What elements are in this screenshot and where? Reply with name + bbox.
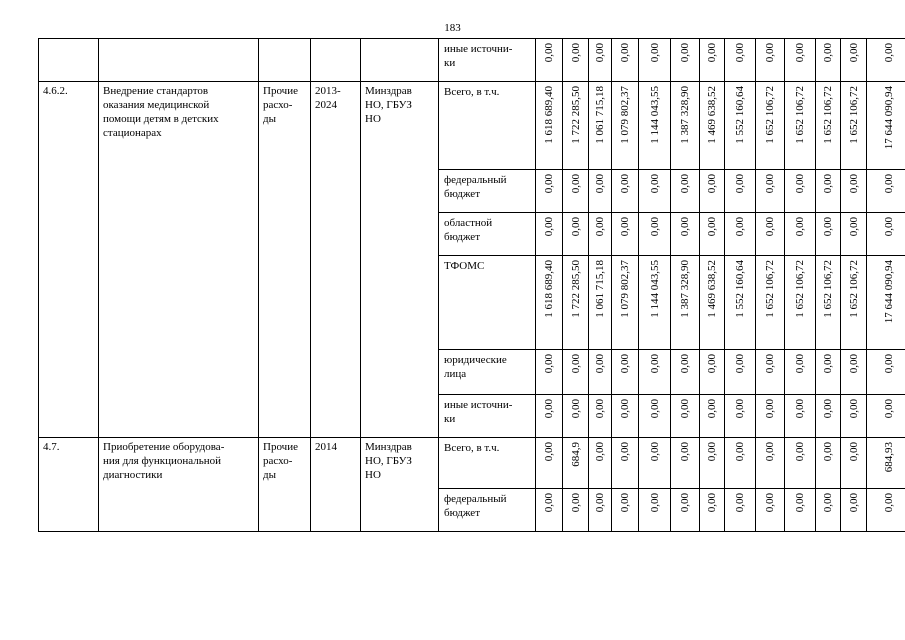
value-cell — [536, 82, 563, 170]
funding-source: юридические лица — [444, 354, 507, 380]
value-text: 0,00 — [847, 399, 860, 419]
value-cell — [700, 82, 725, 170]
value-text: 0,00 — [679, 174, 691, 194]
value-text: 0,00 — [594, 442, 606, 462]
value-text: 0,00 — [619, 442, 631, 462]
value-cell — [785, 395, 816, 438]
funding-source: ТФОМС — [444, 260, 485, 272]
value-text: 0,00 — [764, 442, 776, 462]
value-text: 0,00 — [794, 442, 806, 462]
value-cell — [725, 213, 756, 256]
value-cell — [671, 350, 700, 395]
value-text: 1 652 106,72 — [847, 86, 860, 144]
value-cell — [536, 489, 563, 532]
value-cell — [612, 395, 639, 438]
value-cell — [671, 256, 700, 350]
value-text: 0,00 — [734, 43, 746, 63]
value-text: 0,00 — [569, 43, 582, 63]
value-cell — [816, 82, 841, 170]
value-text: 0,00 — [569, 354, 582, 374]
value-cell — [639, 395, 671, 438]
value-text: 0,00 — [594, 354, 606, 374]
value-text: 0,00 — [619, 43, 631, 63]
value-text: 0,00 — [706, 174, 718, 194]
value-text: 0,00 — [706, 493, 718, 513]
value-text: 0,00 — [794, 43, 806, 63]
value-cell — [639, 170, 671, 213]
value-cell — [612, 350, 639, 395]
value-text: 1 469 638,52 — [706, 260, 718, 318]
value-text: 0,00 — [764, 43, 776, 63]
value-text: 1 552 160,64 — [734, 86, 746, 144]
value-cell — [612, 213, 639, 256]
value-text: 1 652 106,72 — [764, 260, 776, 318]
measure-name: Внедрение стандартов оказания медицинской помощи детям в детских стационарах — [103, 85, 219, 139]
period: 2013- 2024 — [315, 85, 341, 111]
value-text: 0,00 — [619, 399, 631, 419]
value-cell — [612, 82, 639, 170]
value-text: 0,00 — [794, 354, 806, 374]
value-text: 0,00 — [882, 354, 895, 374]
value-cell — [563, 39, 589, 82]
value-text: 0,00 — [706, 354, 718, 374]
value-cell — [785, 213, 816, 256]
period: 2014 — [315, 441, 337, 453]
funding-source-cell — [439, 39, 536, 82]
value-text: 0,00 — [822, 442, 834, 462]
empty-cell — [99, 39, 259, 82]
value-cell — [756, 438, 785, 489]
value-cell — [639, 489, 671, 532]
value-cell — [867, 438, 905, 489]
value-cell — [536, 170, 563, 213]
funding-source-cell — [439, 350, 536, 395]
value-cell — [671, 489, 700, 532]
value-text: 0,00 — [594, 399, 606, 419]
value-cell — [756, 213, 785, 256]
value-text: 1 652 106,72 — [822, 86, 834, 144]
funding-source: федеральный бюджет — [444, 174, 507, 200]
value-cell — [536, 39, 563, 82]
funding-source-cell — [439, 82, 536, 170]
value-text: 0,00 — [648, 43, 661, 63]
value-cell — [589, 82, 612, 170]
empty-cell — [259, 39, 311, 82]
value-text: 0,00 — [594, 493, 606, 513]
value-cell — [700, 213, 725, 256]
value-cell — [725, 438, 756, 489]
value-cell — [700, 39, 725, 82]
value-cell — [639, 213, 671, 256]
value-cell — [785, 256, 816, 350]
measure-name: Приобретение оборудова- ния для функциональной диагностики — [103, 441, 225, 481]
value-text: 1 144 043,55 — [648, 86, 661, 144]
value-text: 0,00 — [594, 174, 606, 194]
measure-code-cell — [39, 82, 99, 438]
value-cell — [867, 350, 905, 395]
value-text: 0,00 — [543, 442, 555, 462]
value-cell — [589, 39, 612, 82]
value-text: 1 061 715,18 — [594, 86, 606, 144]
funding-source-cell — [439, 489, 536, 532]
value-text: 0,00 — [679, 493, 691, 513]
value-text: 0,00 — [847, 174, 860, 194]
value-text: 0,00 — [619, 174, 631, 194]
measure-code: 4.7. — [43, 441, 60, 453]
value-cell — [671, 170, 700, 213]
value-cell — [589, 256, 612, 350]
measure-code-cell — [39, 438, 99, 532]
value-cell — [612, 256, 639, 350]
value-cell — [563, 489, 589, 532]
value-cell — [589, 438, 612, 489]
value-cell — [841, 350, 867, 395]
value-cell — [785, 489, 816, 532]
period-cell — [311, 82, 361, 438]
value-cell — [725, 82, 756, 170]
value-cell — [589, 213, 612, 256]
value-text: 1 469 638,52 — [706, 86, 718, 144]
value-text: 1 079 802,37 — [619, 260, 631, 318]
value-text: 0,00 — [543, 217, 555, 237]
funding-source: иные источни- ки — [444, 43, 513, 69]
value-cell — [700, 350, 725, 395]
value-text: 0,00 — [734, 442, 746, 462]
value-cell — [589, 350, 612, 395]
value-cell — [725, 39, 756, 82]
measure-name-cell — [99, 438, 259, 532]
value-text: 0,00 — [619, 354, 631, 374]
value-cell — [867, 170, 905, 213]
value-text: 0,00 — [543, 174, 555, 194]
value-cell — [563, 213, 589, 256]
executor: Минздрав НО, ГБУЗ НО — [365, 441, 412, 481]
value-text: 0,00 — [706, 399, 718, 419]
value-text: 0,00 — [679, 217, 691, 237]
value-text: 0,00 — [648, 174, 661, 194]
value-cell — [867, 39, 905, 82]
budget-table — [38, 38, 905, 532]
value-cell — [816, 213, 841, 256]
funding-source: федеральный бюджет — [444, 493, 507, 519]
value-text: 0,00 — [619, 217, 631, 237]
value-cell — [612, 39, 639, 82]
empty-cell — [361, 39, 439, 82]
value-cell — [816, 39, 841, 82]
value-cell — [639, 39, 671, 82]
value-text: 684,93 — [882, 442, 895, 473]
value-text: 0,00 — [648, 354, 661, 374]
value-text: 0,00 — [764, 217, 776, 237]
value-text: 0,00 — [734, 399, 746, 419]
value-text: 0,00 — [764, 354, 776, 374]
value-cell — [639, 82, 671, 170]
value-cell — [700, 489, 725, 532]
value-cell — [536, 350, 563, 395]
measure-code: 4.6.2. — [43, 85, 68, 97]
value-cell — [563, 438, 589, 489]
value-cell — [612, 489, 639, 532]
value-cell — [816, 395, 841, 438]
value-text: 0,00 — [764, 174, 776, 194]
value-cell — [639, 438, 671, 489]
value-cell — [785, 39, 816, 82]
value-cell — [536, 256, 563, 350]
value-cell — [589, 395, 612, 438]
value-text: 1 652 106,72 — [794, 260, 806, 318]
value-cell — [756, 489, 785, 532]
value-text: 0,00 — [543, 354, 555, 374]
value-cell — [700, 438, 725, 489]
value-cell — [841, 213, 867, 256]
value-text: 0,00 — [706, 442, 718, 462]
value-text: 0,00 — [882, 399, 895, 419]
expense-type-cell — [259, 82, 311, 438]
value-text: 0,00 — [734, 174, 746, 194]
value-cell — [867, 489, 905, 532]
value-text: 0,00 — [569, 174, 582, 194]
value-cell — [536, 438, 563, 489]
value-cell — [756, 256, 785, 350]
value-text: 1 652 106,72 — [822, 260, 834, 318]
value-cell — [700, 170, 725, 213]
value-text: 17 644 090,94 — [882, 86, 895, 150]
value-cell — [816, 438, 841, 489]
executor: Минздрав НО, ГБУЗ НО — [365, 85, 412, 125]
value-text: 1 387 328,90 — [679, 260, 691, 318]
value-cell — [841, 82, 867, 170]
value-cell — [671, 39, 700, 82]
value-cell — [639, 350, 671, 395]
value-cell — [756, 170, 785, 213]
empty-cell — [39, 39, 99, 82]
value-text: 0,00 — [764, 493, 776, 513]
value-cell — [867, 213, 905, 256]
value-cell — [841, 395, 867, 438]
value-text: 0,00 — [706, 43, 718, 63]
value-text: 0,00 — [706, 217, 718, 237]
value-text: 0,00 — [679, 354, 691, 374]
value-cell — [756, 350, 785, 395]
page-number: 183 — [444, 22, 461, 34]
value-text: 0,00 — [882, 43, 895, 63]
value-text: 1 552 160,64 — [734, 260, 746, 318]
value-text: 0,00 — [882, 217, 895, 237]
value-text: 0,00 — [648, 217, 661, 237]
value-cell — [841, 489, 867, 532]
value-text: 0,00 — [822, 354, 834, 374]
value-cell — [867, 395, 905, 438]
value-cell — [816, 350, 841, 395]
table-row — [39, 39, 905, 82]
value-cell — [563, 82, 589, 170]
value-cell — [841, 170, 867, 213]
value-cell — [785, 438, 816, 489]
value-text: 1 722 285,50 — [569, 86, 582, 144]
value-text: 0,00 — [679, 399, 691, 419]
value-cell — [725, 350, 756, 395]
value-text: 0,00 — [594, 43, 606, 63]
value-text: 1 722 285,50 — [569, 260, 582, 318]
value-cell — [785, 82, 816, 170]
value-cell — [841, 39, 867, 82]
value-text: 1 061 715,18 — [594, 260, 606, 318]
value-text: 0,00 — [648, 442, 661, 462]
value-cell — [816, 170, 841, 213]
value-text: 0,00 — [679, 43, 691, 63]
value-cell — [785, 350, 816, 395]
value-text: 0,00 — [679, 442, 691, 462]
value-text: 0,00 — [882, 493, 895, 513]
funding-source-cell — [439, 438, 536, 489]
value-cell — [671, 213, 700, 256]
value-text: 1 652 106,72 — [794, 86, 806, 144]
value-text: 0,00 — [822, 493, 834, 513]
value-cell — [563, 395, 589, 438]
executor-cell — [361, 438, 439, 532]
value-text: 0,00 — [822, 174, 834, 194]
value-text: 0,00 — [734, 493, 746, 513]
value-cell — [816, 256, 841, 350]
value-text: 0,00 — [822, 399, 834, 419]
value-text: 0,00 — [794, 399, 806, 419]
value-cell — [725, 489, 756, 532]
expense-type-cell — [259, 438, 311, 532]
value-cell — [639, 256, 671, 350]
funding-source: Всего, в т.ч. — [444, 442, 500, 454]
value-text: 1 652 106,72 — [764, 86, 776, 144]
value-text: 0,00 — [543, 43, 555, 63]
value-text: 0,00 — [794, 493, 806, 513]
measure-name-cell — [99, 82, 259, 438]
funding-source: иные источни- ки — [444, 399, 513, 425]
value-text: 0,00 — [847, 442, 860, 462]
value-cell — [867, 82, 905, 170]
value-text: 0,00 — [619, 493, 631, 513]
funding-source-cell — [439, 213, 536, 256]
value-text: 0,00 — [822, 43, 834, 63]
value-text: 1 079 802,37 — [619, 86, 631, 144]
funding-source-cell — [439, 256, 536, 350]
expense-type: Прочие расхо- ды — [263, 85, 298, 125]
value-text: 0,00 — [569, 217, 582, 237]
value-text: 0,00 — [734, 217, 746, 237]
value-cell — [756, 39, 785, 82]
value-text: 0,00 — [648, 493, 661, 513]
value-cell — [700, 395, 725, 438]
value-cell — [563, 170, 589, 213]
value-text: 0,00 — [882, 174, 895, 194]
value-text: 1 387 328,90 — [679, 86, 691, 144]
value-cell — [867, 256, 905, 350]
value-cell — [612, 170, 639, 213]
value-cell — [563, 350, 589, 395]
funding-source-cell — [439, 395, 536, 438]
executor-cell — [361, 82, 439, 438]
value-cell — [725, 256, 756, 350]
table-row — [39, 438, 905, 489]
value-text: 0,00 — [648, 399, 661, 419]
table-row — [39, 82, 905, 170]
value-cell — [671, 395, 700, 438]
value-cell — [589, 170, 612, 213]
value-text: 0,00 — [569, 493, 582, 513]
value-text: 0,00 — [594, 217, 606, 237]
value-cell — [536, 213, 563, 256]
expense-type: Прочие расхо- ды — [263, 441, 298, 481]
value-cell — [700, 256, 725, 350]
value-text: 0,00 — [794, 217, 806, 237]
value-cell — [756, 82, 785, 170]
value-text: 0,00 — [794, 174, 806, 194]
value-text: 0,00 — [822, 217, 834, 237]
value-text: 0,00 — [847, 354, 860, 374]
value-text: 0,00 — [569, 399, 582, 419]
funding-source-cell — [439, 170, 536, 213]
empty-cell — [311, 39, 361, 82]
value-text: 1 144 043,55 — [648, 260, 661, 318]
period-cell — [311, 438, 361, 532]
value-text: 1 652 106,72 — [847, 260, 860, 318]
value-cell — [785, 170, 816, 213]
value-cell — [589, 489, 612, 532]
value-text: 0,00 — [847, 43, 860, 63]
value-text: 0,00 — [734, 354, 746, 374]
value-cell — [725, 170, 756, 213]
value-text: 0,00 — [543, 399, 555, 419]
value-text: 0,00 — [543, 493, 555, 513]
value-cell — [563, 256, 589, 350]
value-text: 684,9 — [569, 442, 582, 467]
value-cell — [816, 489, 841, 532]
funding-source: областной бюджет — [444, 217, 493, 243]
value-cell — [536, 395, 563, 438]
value-text: 0,00 — [847, 493, 860, 513]
value-text: 17 644 090,94 — [882, 260, 895, 324]
value-cell — [612, 438, 639, 489]
value-text: 0,00 — [847, 217, 860, 237]
value-cell — [671, 438, 700, 489]
value-text: 0,00 — [764, 399, 776, 419]
value-cell — [756, 395, 785, 438]
value-text: 1 618 689,40 — [543, 86, 555, 144]
value-cell — [725, 395, 756, 438]
value-text: 1 618 689,40 — [543, 260, 555, 318]
value-cell — [841, 256, 867, 350]
funding-source: Всего, в т.ч. — [444, 86, 500, 98]
value-cell — [671, 82, 700, 170]
value-cell — [841, 438, 867, 489]
